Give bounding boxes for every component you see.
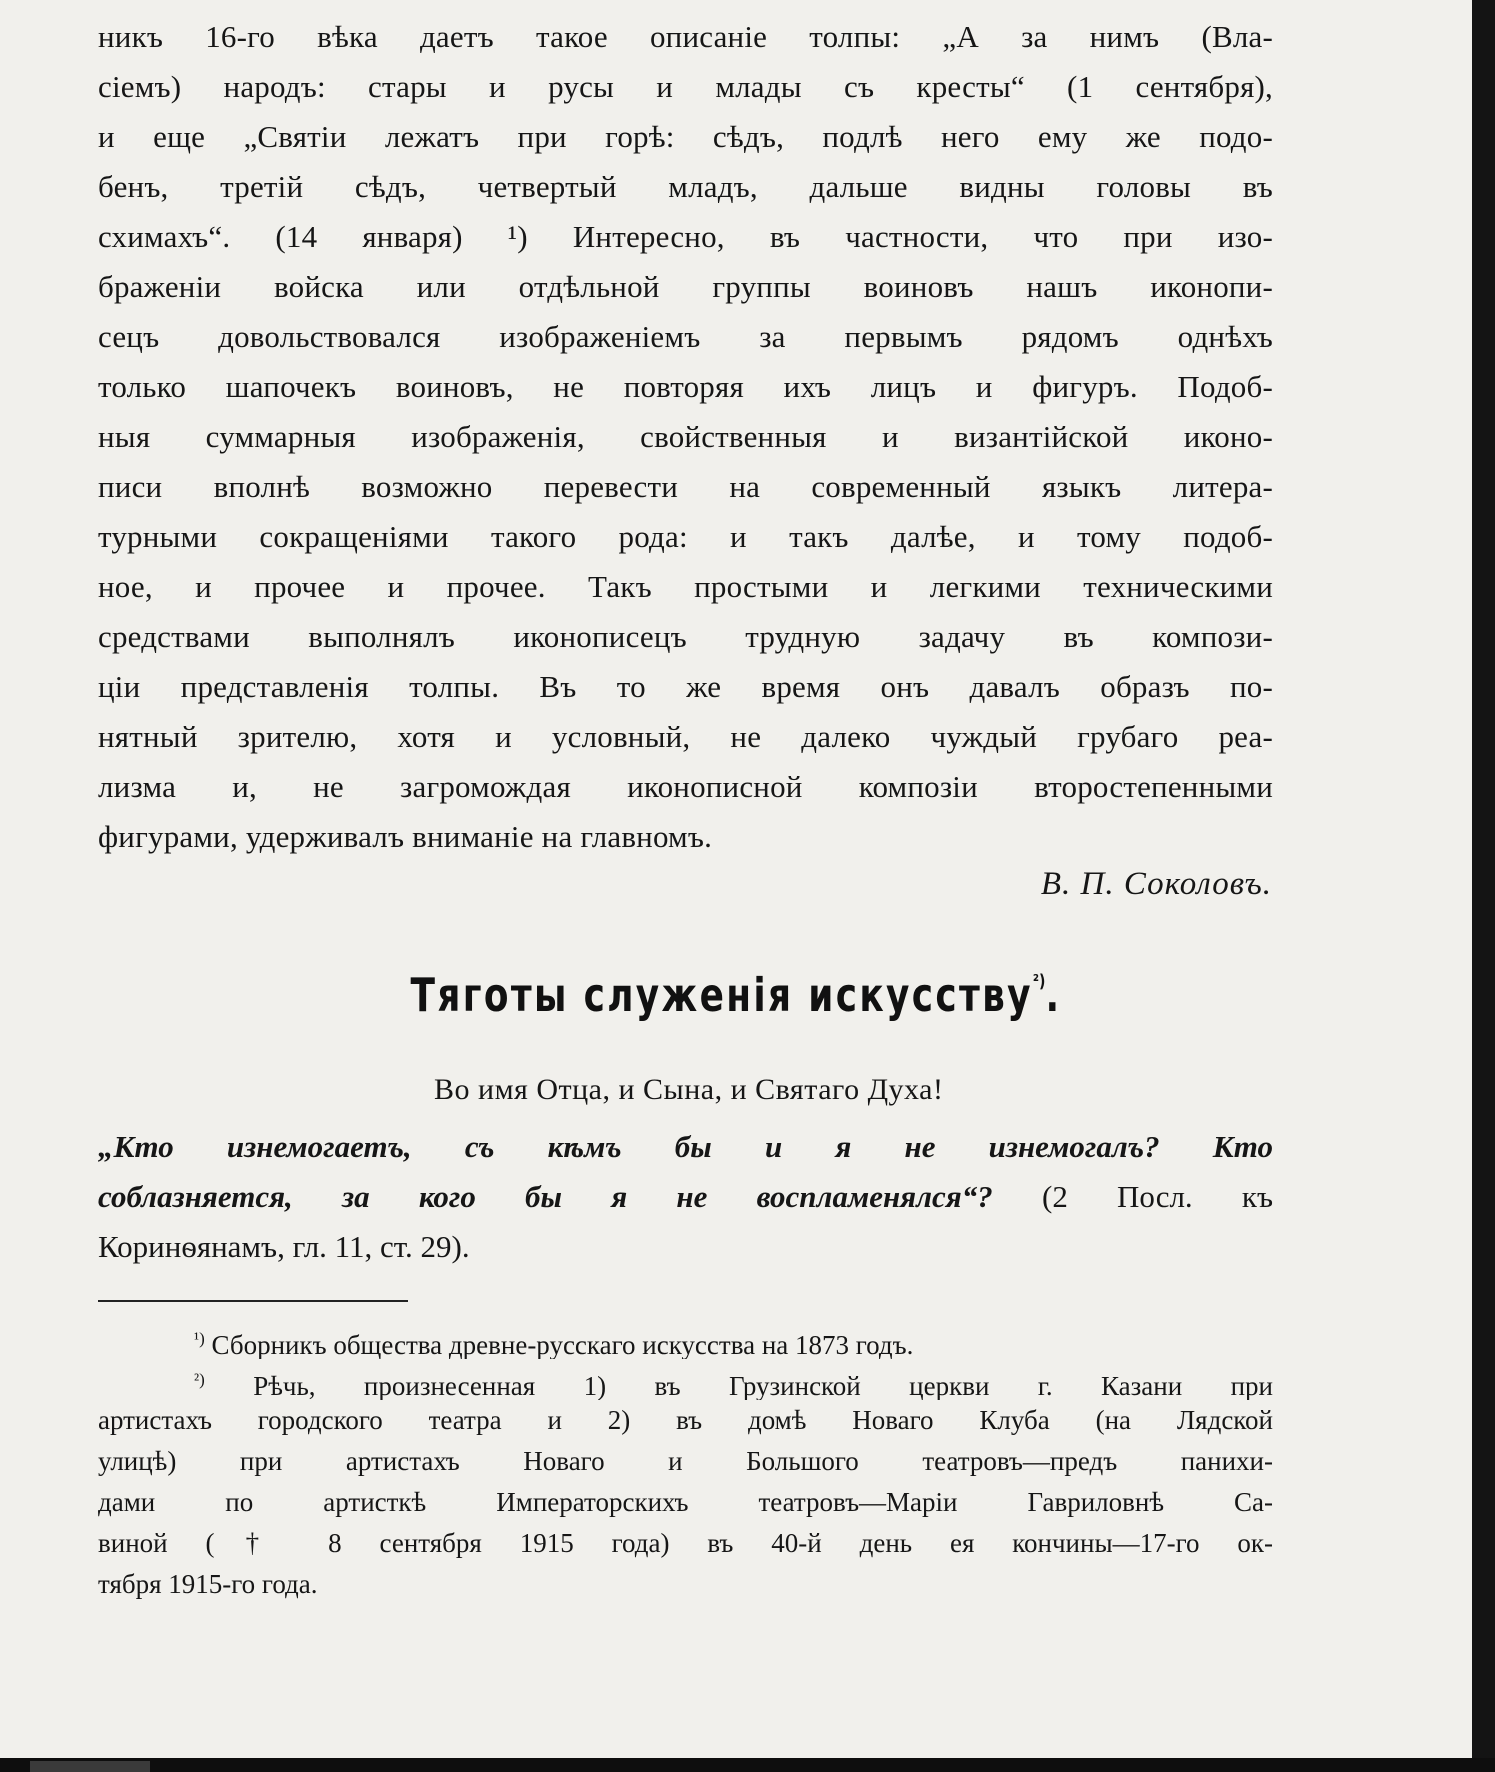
invocation: Во имя Отца, и Сына, и Святаго Духа! (434, 1073, 944, 1106)
footnote-line: тября 1915-го года. (98, 1569, 318, 1599)
footnotes (98, 1318, 1273, 1605)
footnote-line: артистахъ городского театра и 2) въ домѣ Новаго Клуба (на Лядской (98, 1405, 1273, 1435)
footnote-text: Рѣчь, произнесенная 1) въ Грузинской церкви г. Казани при (253, 1371, 1273, 1400)
text-line: никъ 16-го вѣка даетъ такое описаніе толпы: „А за нимъ (Вла- (98, 19, 1273, 54)
text-line: только шапочекъ воиновъ, не повторяя ихъ лицъ и фигуръ. Подоб- (98, 369, 1273, 404)
footnote-1 (98, 1318, 1273, 1359)
heading-period: . (1045, 968, 1062, 1022)
footnote-text: Сборникъ общества древне-русскаго искусства на 1873 годъ. (211, 1330, 914, 1359)
author-signature: В. П. Соколовъ. (1040, 866, 1272, 902)
text-line: фигурами, удерживалъ вниманіе на главномъ. (98, 819, 713, 854)
footnote-2 (98, 1359, 1273, 1400)
scan-frame-tab (30, 1761, 150, 1772)
text-line: браженіи войска или отдѣльной группы воиновъ нашъ иконопи- (98, 269, 1273, 304)
section-heading (162, 968, 1310, 1022)
text-line: и еще „Святіи лежатъ при горѣ: сѣдъ, подлѣ него ему же подо- (98, 119, 1273, 154)
quote-line (98, 1172, 1273, 1222)
footnote-divider (98, 1300, 408, 1302)
footnote-mark: ¹) (194, 1329, 205, 1348)
text-line: лизма и, не загромождая иконописной композіи второстепенными (98, 769, 1273, 804)
body-paragraph (98, 12, 1273, 862)
text-line: схимахъ“. (14 января) ¹) Интересно, въ частности, что при изо- (98, 219, 1273, 254)
text-line: ныя суммарныя изображенія, свойственныя и византійской иконо- (98, 419, 1273, 454)
text-line: турными сокращеніями такого рода: и такъ далѣе, и тому подоб- (98, 519, 1273, 554)
heading-title: Тяготы служенія искусству (410, 968, 1033, 1022)
text-line: средствами выполнялъ иконописецъ трудную задачу въ компози- (98, 619, 1273, 654)
epigraph-quote (98, 1122, 1273, 1272)
quote-italic: соблазняется, за кого бы я не воспламенялся“? (98, 1179, 993, 1214)
scan-frame-right (1472, 0, 1495, 1772)
footnote-ref: ²) (1032, 971, 1046, 992)
quote-italic: „Кто изнемогаетъ, съ кѣмъ бы и я не изнемогалъ? Кто (98, 1129, 1273, 1164)
quote-line: Коринѳянамъ, гл. 11, ст. 29). (98, 1229, 470, 1264)
text-line: ціи представленія толпы. Въ то же время онъ давалъ образъ по- (98, 669, 1273, 704)
footnote-line: дами по артисткѣ Императорскихъ театровъ—Маріи Гавриловнѣ Са- (98, 1487, 1273, 1517)
quote-line (98, 1122, 1273, 1172)
footnote-mark: ²) (194, 1370, 205, 1389)
quote-reference: (2 Посл. къ (992, 1179, 1273, 1214)
text-line: сіемъ) народъ: стары и русы и млады съ кресты“ (1 сентября), (98, 69, 1273, 104)
text-line: ное, и прочее и прочее. Такъ простыми и легкими техническими (98, 569, 1273, 604)
text-line: бенъ, третій сѣдъ, четвертый младъ, дальше видны головы въ (98, 169, 1273, 204)
text-line: нятный зрителю, хотя и условный, не далеко чуждый грубаго реа- (98, 719, 1273, 754)
footnote-line: виной († 8 сентября 1915 года) въ 40-й день ея кончины—17-го ок- (98, 1528, 1273, 1558)
text-line: писи вполнѣ возможно перевести на современный языкъ литера- (98, 469, 1273, 504)
footnote-line: улицѣ) при артистахъ Новаго и Большого театровъ—предъ панихи- (98, 1446, 1273, 1476)
scan-frame-bottom (0, 1758, 1495, 1772)
text-line: сецъ довольствовался изображеніемъ за первымъ рядомъ однѣхъ (98, 319, 1273, 354)
